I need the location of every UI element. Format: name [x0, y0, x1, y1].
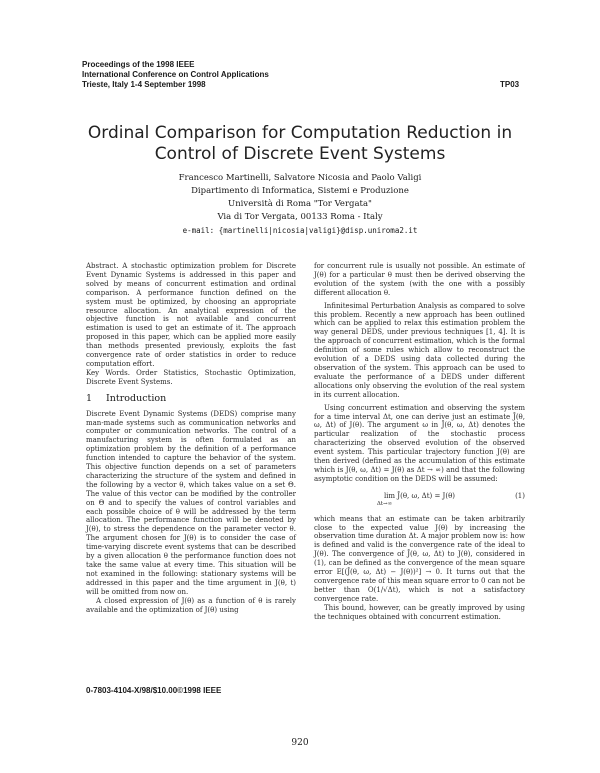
affiliation-department: Dipartimento di Informatica, Sistemi e Produzione [191, 186, 409, 196]
keywords: Key Words. Order Statistics, Stochastic Optimization, Discrete Event Systems. [86, 368, 296, 386]
authors: Francesco Martinelli, Salvatore Nicosia and Paolo Valigi [178, 173, 422, 183]
paragraph-after-equation: which means that an estimate can be taken arbitrarily close to the expected value J(θ) by increasing the observation time duration Δt. A major problem now is: how is defined and valid is the convergence rate of the ideal to J(θ). The convergence of Ĵ(θ, ω, Δt) to J(θ), considered in (1), can be defined as the convergence of the mean square error E[(Ĵ(θ, ω, Δt) − J(θ))²] → 0. It turns out that the convergence rate of this mean square error to 0 can not be better than O(1/√Δt), which is not a satisfactory convergence rate. [314, 514, 525, 603]
page-number: 920 [291, 738, 309, 748]
proceedings-line-2: International Conference on Control Applications [82, 70, 269, 79]
author-email: e-mail: {martinelli|nicosia|valigi}@disp.uniroma2.it [182, 226, 418, 235]
equation-subscript: Δt→∞ [376, 500, 393, 507]
affiliation-address: Via di Tor Vergata, 00133 Roma - Italy [217, 212, 383, 222]
equation-1 [314, 492, 525, 507]
intro-paragraph-1: Discrete Event Dynamic Systems (DEDS) comprise many man-made systems such as communication networks and computer or communication networks. The control of a manufacturing system is often formulated as an optimization problem by the definition of a performance function intended to capture the behavior of the system. This objective function depends on a set of parameters characterizing the structure of the system and defined in the following by a vector θ, which takes value on a set Θ. The value of this vector can be modified by the controller on Θ and to specify the values of control variables and each possible choice of θ will be addressed by the term allocation. The performance function will be denoted by J(θ), to stress the dependence on the parameter vector θ. The argument chosen for J(θ) is to consider the case of time-varying discrete event systems that can be described by a given allocation θ the performance function does not take the same value at every time. This situation will be not examined in the following: stationary systems will be addressed in this paper and the time argument in J(θ, t) will be omitted from now on. [86, 409, 296, 596]
equation-body: lim Ĵ(θ, ω, Δt) = J(θ) [383, 491, 456, 500]
section-title: Introduction [106, 392, 167, 404]
intro-paragraph-2: A closed expression of J(θ) as a function of θ is rarely available and the optimization of J(θ) using [86, 596, 296, 614]
paragraph-concurrent-estimation: Using concurrent estimation and observing the system for a time interval Δt, one can derive just an estimate Ĵ(θ, ω, Δt) of J(θ). The argument ω in Ĵ(θ, ω, Δt) denotes the particular realization of the stochastic process characterizing the observed evolution of the observed event system. This particular trajectory function J(θ) are then derived (defined as the accumulation of this estimate which is J(θ, ω, Δt) = J(θ) as Δt → ∞) and that the following asymptotic condition on the DEDS will be assumed: [314, 403, 525, 483]
paragraph-ipa: Infinitesimal Perturbation Analysis as compared to solve this problem. Recently a new approach has been outlined which can be applied to relax this estimation problem the way general DEDS, under previous techniques [1, 4]. It is the approach of concurrent estimation, which is the formal definition of some rules which allow to reconstruct the evolution of a DEDS using data collected during the observation of the system. This approach can be used to evaluate the performance of a DEDS under different allocations only observing the evolution of the real system in its current allocation. [314, 301, 525, 399]
equation-number: (1) [515, 491, 525, 500]
section-heading-introduction [86, 392, 296, 404]
footer-isbn: 0-7803-4104-X/98/$10.00©1998 IEEE [86, 686, 222, 695]
affiliation-university: Università di Roma "Tor Vergata" [228, 199, 372, 209]
paper-title-line-2: Control of Discrete Event Systems [154, 144, 446, 164]
paragraph-last: This bound, however, can be greatly improved by using the techniques obtained with concurrent estimation. [314, 603, 525, 621]
paper-title-line-1: Ordinal Comparison for Computation Reduction in [87, 123, 513, 143]
right-column [314, 262, 525, 622]
paragraph-continued: for concurrent rule is usually not possible. An estimate of J(θ) for a particular θ must then be derived observing the evolution of the system (with the one with a possibly different allocation θ. [314, 262, 525, 297]
proceedings-line-3: Trieste, Italy 1-4 September 1998 [82, 80, 206, 89]
left-column [86, 262, 296, 614]
session-code: TP03 [500, 80, 520, 89]
section-number: 1 [86, 392, 93, 404]
proceedings-line-1: Proceedings of the 1998 IEEE [82, 60, 195, 69]
abstract: Abstract. A stochastic optimization problem for Discrete Event Dynamic Systems is addressed in this paper and solved by means of concurrent estimation and ordinal comparison. A performance function defined on the system must be optimized, by choosing an appropriate resource allocation. An analytical expression of the objective function is not available and concurrent estimation is used to get an estimate of it. The approach proposed in this paper, which can be applied more easily than methods presented previously, exploits the fast convergence rate of order statistics in order to reduce computation effort. [86, 262, 296, 368]
